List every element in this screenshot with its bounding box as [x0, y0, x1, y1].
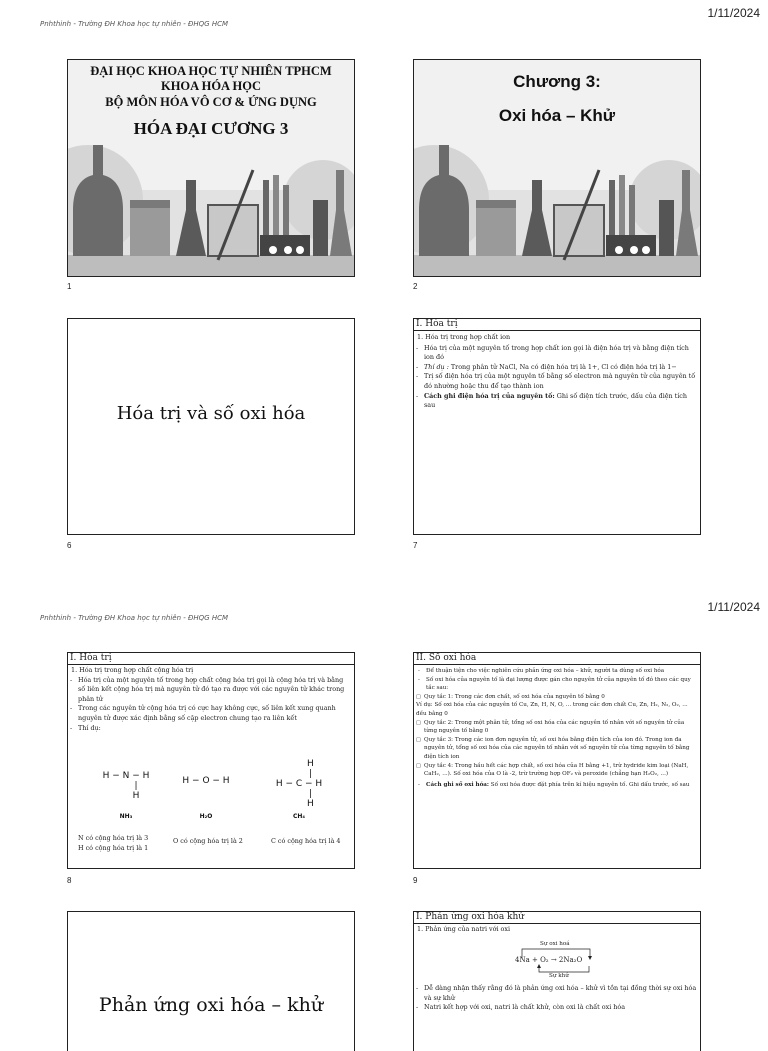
slide-8 [67, 652, 355, 869]
rule-text: □ Quy tắc 3: Trong các ion đơn nguyên tử, số oxi hóa bằng điện tích của ion đó. Trong ion đa nguyên tử, tổng số oxi hóa của các nguyên tố nhân với số nguyên tử của từng nguyên tố bằng điện tích ion [416, 736, 696, 762]
handout-date: 1/11/2024 [707, 600, 760, 614]
slide-number: 9 [413, 876, 418, 885]
example-text: Ví dụ: Số oxi hóa của các nguyên tố Cu, Zn, H, N, O, ... trong các đơn chất Cu, Zn, H₂, N₂, O₂, ... đều bằng 0 [416, 702, 688, 717]
molecule-name: CH₄ [292, 813, 306, 820]
caption-water: O có cộng hóa trị là 2 [173, 837, 243, 845]
chapter-number: Chương 3: [513, 72, 601, 91]
slide-1 [67, 59, 355, 277]
bullet-text: - Trong các nguyên tử cộng hóa trị có cực hay không cực, số liên kết xung quanh nguyên tử được xác định bằng số cặp electron chung tạo ra liên kết [68, 704, 354, 723]
slide-11 [413, 911, 701, 1051]
bullet-text: - Trị số điện hóa trị của một nguyên tố bằng số electron mà nguyên tử của nguyên tố đó nhường hoặc thu để tạo thành ion [414, 372, 700, 391]
course-title: HÓA ĐẠI CƯƠNG 3 [133, 119, 289, 138]
slide-number: 1 [67, 282, 72, 291]
slide-number: 8 [67, 876, 72, 885]
chapter-title: Oxi hóa – Khử [498, 106, 616, 125]
rule-text: □ Quy tắc 2: Trong một phân tử, tổng số oxi hóa của các nguyên tố nhân với số nguyên tử của từng nguyên tố bằng 0 [416, 719, 696, 736]
ammonia-structure: H − N − H | H [102, 771, 150, 801]
caption-methane: C có cộng hóa trị là 4 [271, 837, 341, 845]
bullet-text: - Hóa trị của một nguyên tố trong hợp chất cộng hóa trị gọi là cộng hóa trị và bằng số liên kết cộng hóa trị mà nguyên tử đó tạo ra được với các nguyên tử khác trong phân tử [68, 676, 354, 705]
caption-line: N có cộng hóa trị là 3 [78, 834, 149, 842]
slide-9 [413, 652, 701, 869]
slide-title: II. Số oxi hóa [414, 653, 700, 665]
rule-text: □ Quy tắc 1: Trong các đơn chất, số oxi hóa của nguyên tố bằng 0 [416, 693, 696, 702]
slide-7 [413, 318, 701, 535]
slide-subtitle: 1. Phản ứng của natri với oxi [417, 925, 511, 933]
bullet-text: - Hóa trị của một nguyên tố trong hợp chất ion gọi là điện hóa trị và bằng điện tích ion đó [414, 344, 700, 363]
bullet-rule [414, 392, 700, 411]
slide-10 [67, 911, 355, 1051]
rule-label: Cách ghi số oxi hóa: [426, 781, 490, 788]
bullet-text: - Số oxi hóa của nguyên tố là đại lượng được gán cho nguyên tử của nguyên tố đó theo các quy tắc sau: [416, 676, 696, 693]
slide-title: Hóa trị và số oxi hóa [116, 403, 306, 424]
bullet-text: - Dễ dàng nhận thấy rằng đó là phản ứng oxi hóa – khử vì tồn tại đồng thời sự oxi hóa và sự khử [414, 984, 698, 1003]
slide-subtitle: 1. Hóa trị trong hợp chất cộng hóa trị [71, 666, 194, 674]
example-label: Thí dụ : [424, 362, 449, 371]
bullet-text: - Thí dụ: [68, 724, 354, 734]
slide-title: I. Hóa trị [68, 653, 354, 665]
slide-number: 7 [413, 541, 418, 550]
handout-header: Pnhthinh - Trường ĐH Khoa học tự nhiên - ĐHQG HCM [40, 614, 229, 622]
bullet-example [414, 363, 700, 373]
reduction-label: Sự khử [549, 973, 569, 979]
slide-title: I. Hóa trị [414, 319, 700, 331]
caption-line: H có cộng hóa trị là 1 [78, 844, 149, 852]
slide-2 [413, 59, 701, 277]
slide-number: 6 [67, 541, 72, 550]
rule-text: Ghi số điện tích trước, dấu của điện tích sau [424, 391, 687, 410]
rule-label: Cách ghi điện hóa trị của nguyên tố: [424, 391, 555, 400]
slide-title: I. Phản ứng oxi hóa khử [414, 912, 700, 924]
reaction-equation: 4Na + O₂ → 2Na₂O [515, 956, 583, 964]
handout-header: Pnhthinh - Trường ĐH Khoa học tự nhiên - ĐHQG HCM [40, 20, 229, 28]
department-name: BỘ MÔN HÓA VÔ CƠ & ỨNG DỤNG [105, 95, 317, 109]
slide-body [414, 665, 700, 789]
methane-structure: H | H − C − H | H [275, 759, 323, 809]
rule-text: Số oxi hóa được đặt phía trên kí hiệu nguyên tố. Ghi dấu trước, số sau [489, 781, 690, 788]
slide-number: 2 [413, 282, 418, 291]
bullet-text: - Để thuận tiện cho việc nghiên cứu phản ứng oxi hóa – khử, người ta dùng số oxi hóa [416, 667, 696, 676]
lab-equipment-illustration [414, 60, 701, 277]
caption-ammonia [78, 833, 148, 853]
slide-subtitle: 1. Hóa trị trong hợp chất ion [417, 333, 511, 341]
university-name: ĐẠI HỌC KHOA HỌC TỰ NHIÊN TPHCM [90, 64, 332, 78]
bullet-text: - Natri kết hợp với oxi, natri là chất khử, còn oxi là chất oxi hóa [414, 1003, 698, 1013]
bullet-rule [416, 779, 696, 790]
water-structure: H − O − H [182, 776, 230, 786]
molecule-name: H₂O [199, 813, 213, 820]
slide-body [414, 984, 698, 1013]
rule-text: □ Quy tắc 4: Trong hầu hết các hợp chất, số oxi hóa của H bằng +1, trừ hydride kim loại (NaH, CaH₂, ...). Số oxi hóa của O là -2, trừ trường hợp OF₂ và peroxide (chẳng hạn H₂O₂, ...) [416, 762, 696, 779]
slide-6 [67, 318, 355, 535]
molecule-name: NH₃ [119, 813, 133, 820]
handout-date: 1/11/2024 [707, 6, 760, 20]
oxidation-label: Sự oxi hoá [540, 941, 570, 947]
example-text: Trong phân tử NaCl, Na có điện hóa trị là 1+, Cl có điện hóa trị là 1− [448, 362, 677, 371]
faculty-name: KHOA HÓA HỌC [160, 79, 261, 93]
slide-title: Phản ứng oxi hóa – khử [98, 994, 324, 1016]
